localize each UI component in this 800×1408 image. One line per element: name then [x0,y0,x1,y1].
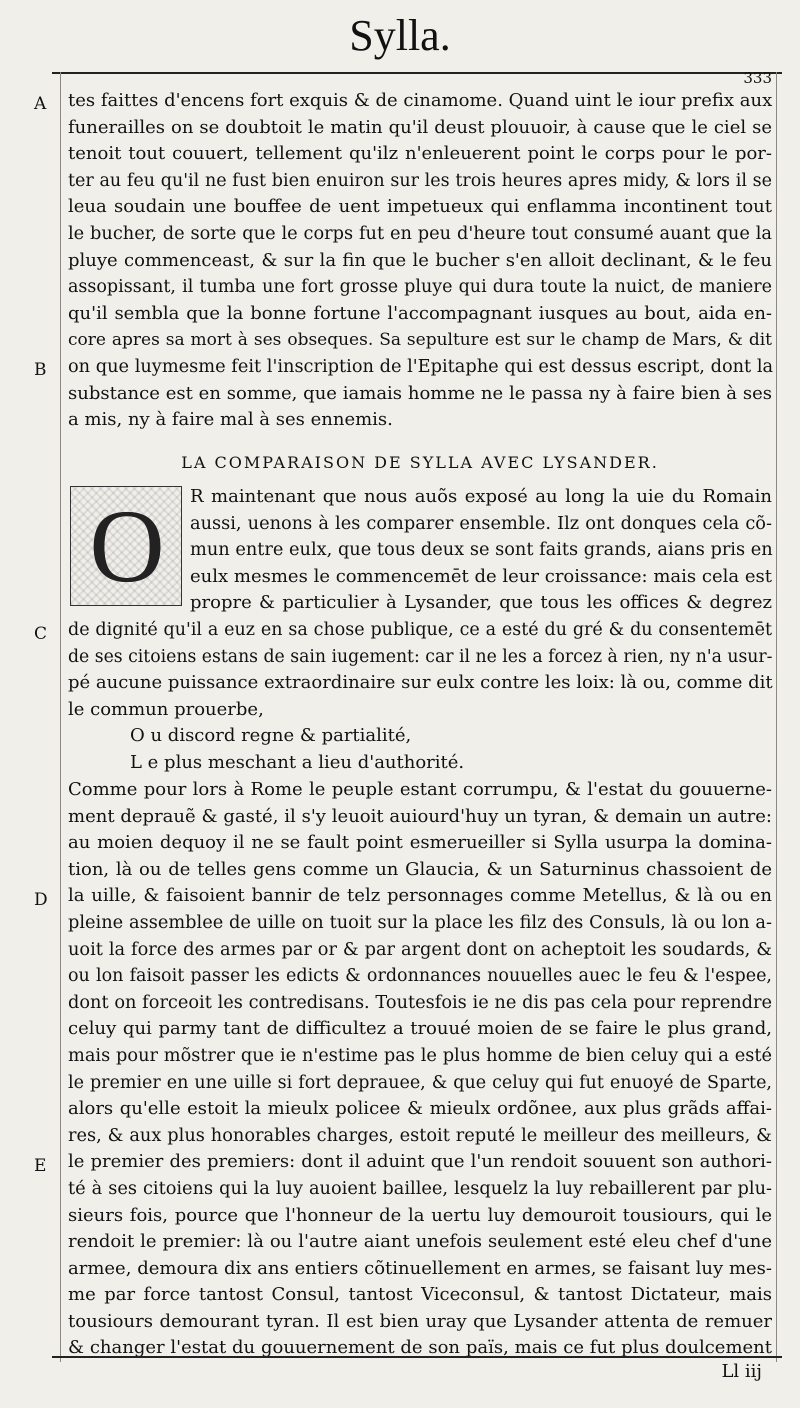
text-line: la uille, & faisoient bannir de telz personnages comme Metellus, & là ou en [68,885,772,907]
text-line: pluye commenceast, & sur la fin que le bucher s'en alloit declinant, & le feu [68,249,772,271]
text-line: R maintenant que nous auõs exposé au long la uie du Romain [190,486,772,507]
text-line: tenoit tout couuert, tellement qu'ilz n'enleuerent point le corps pour le por- [68,143,772,165]
text-line: celuy qui parmy tant de difficultez a trouué moien de se faire le plus grand, [68,1018,772,1040]
text-line: au moien dequoy il ne se fault point esmerueiller si Sylla usurpa la domina- [68,832,772,854]
text-line: le commun prouerbe, [68,698,264,720]
text-line: pé aucune puissance extraordinaire sur eulx contre les loix: là ou, comme dit [68,672,773,694]
text-line: on que luymesme feit l'inscription de l'Epitaphe qui est dessus escript, dont la [68,356,774,377]
text-line: substance est en somme, que iamais homme ne le passa ny à faire bien à ses [68,382,772,404]
text-line: leua soudain une bouffee de uent impetueux qui enflamma incontinent tout [68,196,772,218]
text-line: le premier des premiers: dont il aduint que l'un rendoit souuent son authori- [68,1151,772,1173]
decorated-initial [70,486,182,606]
left-margin-rule [60,72,61,1362]
text-line: ter au feu qu'il ne fust bien enuiron sur les trois heures apres midy, & lors il se [68,170,772,191]
margin-letter-c: C [34,624,48,644]
text-line: alors qu'elle estoit la mieulx policee & mieulx ordõnee, aux plus grãds affai- [68,1098,772,1120]
text-line: rendoit le premier: là ou l'autre aiant unefois seulement esté eleu chef d'une [68,1231,772,1253]
right-margin-rule [776,72,777,1362]
text-line: res, & aux plus honorables charges, estoit reputé le meilleur des meilleurs, & [68,1125,772,1146]
dropcap-text-block [190,484,772,617]
text-line: mais pour mõstrer que ie n'estime pas le plus homme de bien celuy qui a esté [68,1045,772,1066]
text-line: aussi, uenons à les comparer ensemble. Ilz ont donques cela cõ- [190,513,772,534]
text-line: sieurs fois, pource que l'honneur de la uertu luy demouroit tousiours, qui le [68,1204,772,1226]
text-line: de ses citoiens estans de sain iugement: car il ne les a forcez à rien, ny n'a usur- [68,646,773,667]
text-line: me par force tantost Consul, tantost Viceconsul, & tantost Dictateur, mais [68,1284,772,1306]
header-rule [52,72,782,74]
text-line: tes faittes d'encens fort exquis & de cinamome. Quand uint le iour prefix aux [68,90,773,111]
text-line: tion, là ou de telles gens comme un Glaucia, & un Saturninus chassoient de [68,858,772,880]
text-line: té à ses citoiens qui la luy auoient baillee, lesquelz la luy rebaillerent par plu- [68,1178,772,1199]
text-line: armee, demoura dix ans entiers cõtinuellement en armes, se faisant luy mes- [68,1257,772,1279]
text-block-2 [68,617,772,777]
text-line: qu'il sembla que la bonne fortune l'accompagnant iusques au bout, aida en- [68,302,772,324]
verse-line: O u discord regne & partialité, [130,725,412,747]
text-block-3 [68,777,772,1362]
margin-letter-e: E [34,1156,47,1176]
text-line: de dignité qu'il a euz en sa chose publique, ce a esté du gré & du consentemēt [68,620,772,640]
verse-line: L e plus meschant a lieu d'authorité. [130,751,465,773]
footer-rule [52,1356,782,1358]
running-head: Sylla. [349,11,451,60]
section-title: LA COMPARAISON DE SYLLA AVEC LYSANDER. [181,453,659,472]
page-number: 333 [743,69,772,87]
text-line: uoit la force des armes par or & par argent dont on acheptoit les soudards, & [68,939,772,960]
margin-letter-a: A [34,94,47,114]
signature-mark: Ll iij [721,1361,762,1382]
text-line: le bucher, de sorte que le corps fut en peu d'heure tout consumé auant que la [68,223,772,244]
text-line: assopissant, il tumba une fort grosse pluye qui dura toute la nuict, de maniere [68,277,772,298]
text-block-1 [68,88,772,434]
decorated-initial-letter: O [89,489,165,604]
text-line: Comme pour lors à Rome le peuple estant corrumpu, & l'estat du gouuerne- [68,779,772,800]
text-line: eulx mesmes le commencemēt de leur croissance: mais cela est [190,565,772,587]
text-line: core apres sa mort à ses obseques. Sa sepulture est sur le champ de Mars, & dit [68,330,772,351]
text-line: le premier en une uille si fort deprauee, & que celuy qui fut enuoyé de Sparte, [68,1072,772,1093]
text-line: dont on forceoit les contredisans. Toutesfois ie ne dis pas cela pour reprendre [68,992,772,1013]
text-line: tousiours demourant tyran. Il est bien uray que Lysander attenta de remuer [68,1310,772,1332]
margin-letter-d: D [34,890,48,910]
margin-letter-b: B [34,360,47,380]
text-line: funerailles on se doubtoit le matin qu'il deust plouuoir, à cause que le ciel se [68,116,772,138]
text-line: & changer l'estat du gouuernement de son païs, mais ce fut plus doulcement [68,1337,772,1359]
text-line: ou lon faisoit passer les edicts & ordonnances nouuelles auec le feu & l'espee, [68,966,772,987]
text-line: pleine assemblee de uille on tuoit sur la place les filz des Consuls, là ou lon a- [68,912,772,933]
text-line: ment deprauẽ & gasté, il s'y leuoit auiourd'huy un tyran, & demain un autre: [68,805,772,827]
text-line: a mis, ny à faire mal à ses ennemis. [68,409,393,431]
text-line: propre & particulier à Lysander, que tous les offices & degrez [190,592,772,614]
text-line: mun entre eulx, que tous deux se sont faits grands, aians pris en [190,540,773,561]
